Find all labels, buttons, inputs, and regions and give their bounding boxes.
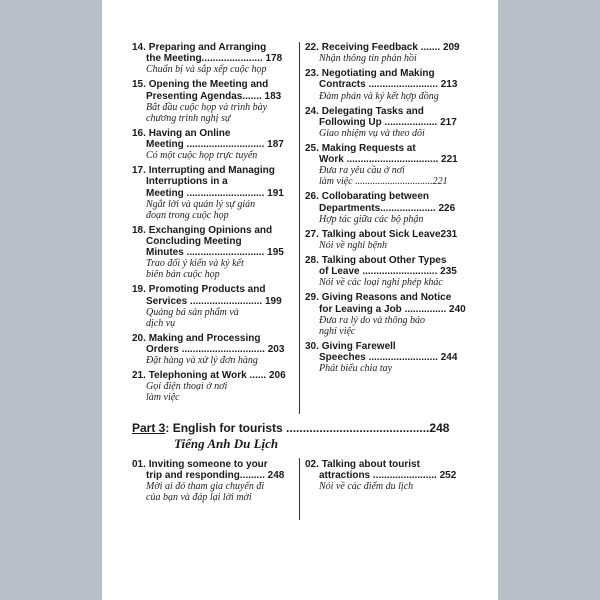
toc-entry-number: 15. — [132, 79, 146, 91]
toc-entry-number: 28. — [305, 255, 319, 267]
toc-entry-title-text: Talking about tourist attractions ....................... 252 — [319, 459, 457, 482]
toc-entry-title — [132, 333, 295, 355]
toc-entry-number: 17. — [132, 165, 146, 177]
toc-entry-number: 27. — [305, 228, 319, 240]
toc-entry-subtitle: Chuẩn bị và sắp xếp cuộc họp — [146, 64, 267, 76]
toc-entry-number: 25. — [305, 143, 319, 155]
toc-entry-subtitle: Đưa ra yêu cầu ở nơi làm việc ...............................221 — [319, 165, 448, 188]
toc-entry-title — [132, 128, 295, 150]
toc-column-right — [305, 42, 468, 378]
toc-entry-title — [305, 459, 468, 481]
toc-entry-subtitle: Nhận thông tin phản hồi — [319, 53, 417, 65]
toc-entry-subtitle: Nói về các điểm du lịch — [319, 481, 414, 493]
toc-entry-title-text: Telephoning at Work ...... 206 — [148, 370, 286, 382]
toc-entry-title — [305, 341, 468, 363]
toc-entry-subtitle: Đưa ra lý do và thông báo nghỉ việc — [319, 314, 426, 337]
toc-entry-number: 19. — [132, 284, 146, 296]
toc-entry-title — [305, 255, 468, 277]
toc-entry-subtitle: Nói về nghỉ bệnh — [319, 240, 388, 252]
toc-entry-subtitle: Gọi điện thoại ở nơi làm việc — [146, 381, 228, 404]
toc-entry-title-text: Opening the Meeting and Presenting Agendas....... 183 — [146, 79, 282, 102]
toc-entry[interactable] — [132, 284, 295, 328]
toc-entry-title-text: Negotiating and Making Contracts ......................... 213 — [319, 68, 458, 91]
toc-entry[interactable] — [132, 333, 295, 366]
toc-entry-title-text: Promoting Products and Services .......................... 199 — [146, 284, 282, 307]
column-divider — [299, 458, 300, 520]
toc-entry-title — [305, 68, 468, 90]
column-divider — [299, 42, 300, 414]
toc-entry[interactable] — [132, 459, 295, 503]
part-heading — [132, 421, 472, 435]
toc-entry-number: 26. — [305, 191, 319, 203]
toc-entry[interactable] — [132, 225, 295, 281]
toc-entry-title — [305, 229, 468, 240]
toc-entry-title — [132, 165, 295, 199]
toc-entry[interactable] — [132, 165, 295, 221]
toc-entry-title — [132, 225, 295, 259]
toc-entry-title — [305, 106, 468, 128]
toc-entry[interactable] — [305, 106, 468, 139]
toc-entry-title-text: Exchanging Opinions and Concluding Meeting Minutes ............................ 195 — [146, 224, 284, 259]
toc-entry[interactable] — [305, 292, 468, 336]
toc-entry-number: 01. — [132, 459, 146, 470]
toc-entry-number: 20. — [132, 332, 146, 344]
toc-entry[interactable] — [305, 459, 468, 492]
toc-entry-number: 23. — [305, 68, 319, 80]
toc-entry-title — [132, 459, 295, 481]
toc-entry-subtitle: Bắt đầu cuộc họp và trình bày chương trình nghị sự — [146, 101, 268, 124]
toc-entry-title-text: Giving Reasons and Notice for Leaving a Job ............... 240 — [319, 292, 466, 315]
toc-entry-number: 21. — [132, 370, 146, 382]
toc-entry-number: 02. — [305, 459, 319, 470]
toc-entry[interactable] — [305, 229, 468, 251]
toc-entry-number: 18. — [132, 224, 146, 236]
toc-entry-subtitle: Có một cuộc họp trực tuyến — [146, 150, 258, 162]
toc-entry-subtitle: Đàm phán và ký kết hợp đồng — [319, 90, 439, 102]
toc-entry[interactable] — [132, 128, 295, 161]
toc-entry-title-text: Having an Online Meeting ............................ 187 — [146, 127, 284, 151]
toc-entry[interactable] — [132, 370, 295, 403]
toc-entry[interactable] — [305, 255, 468, 288]
toc-entry-number: 14. — [132, 42, 146, 53]
toc-entry-title-text: Receiving Feedback ....... 209 — [321, 42, 460, 53]
toc-entry-subtitle: Hợp tác giữa các bộ phận — [319, 213, 424, 225]
part-title: : English for tourists ...........................................248 — [165, 421, 450, 435]
toc-entry-title — [305, 42, 468, 53]
toc-entry-subtitle: Ngắt lời và quản lý sự gián đoạn trong cuộc họp — [146, 198, 256, 221]
toc-entry[interactable] — [132, 42, 295, 75]
toc-entry-title — [305, 191, 468, 213]
toc-entry-subtitle: Nói về các loại nghỉ phép khác — [319, 277, 443, 289]
toc-entry[interactable] — [305, 68, 468, 101]
toc-entry-title-text: Making Requests at Work ................................. 221 — [319, 143, 458, 166]
toc-entry-subtitle: Giao nhiệm vụ và theo dõi — [319, 128, 425, 140]
toc-entry-title-text: Collobarating between Departments.................... 226 — [319, 191, 456, 214]
toc-entry[interactable] — [132, 79, 295, 123]
toc-entry-title — [305, 143, 468, 165]
toc-entry-number: 30. — [305, 340, 319, 352]
toc-entry-title-text: Interrupting and Managing Interruptions in a Meeting ............................ 191 — [146, 165, 284, 199]
toc-entry-title — [132, 42, 295, 64]
toc-entry[interactable] — [305, 143, 468, 187]
toc-entry-subtitle: Trao đổi ý kiến và ký kết biên bản cuộc họp — [146, 258, 244, 281]
toc-entry-number: 16. — [132, 127, 146, 139]
toc-entry-title — [305, 292, 468, 314]
toc-column-left — [132, 42, 295, 407]
toc-part3-column-left — [132, 459, 295, 507]
toc-entry-subtitle: Mời ai đó tham gia chuyến đi của bạn và đáp lại lời mời — [146, 481, 265, 504]
toc-entry-subtitle: Phát biểu chia tay — [319, 363, 393, 375]
part-label: Part 3 — [132, 421, 166, 435]
toc-entry-title — [132, 284, 295, 306]
toc-entry-title-text: Making and Processing Orders .............................. 203 — [146, 332, 285, 356]
toc-entry-title — [132, 370, 295, 381]
toc-entry-number: 29. — [305, 292, 319, 304]
toc-entry[interactable] — [305, 341, 468, 374]
toc-part3-column-right — [305, 459, 468, 496]
toc-entry-title — [132, 79, 295, 101]
toc-entry-title-text: Delegating Tasks and Following Up ................... 217 — [319, 105, 457, 128]
toc-entry-number: 24. — [305, 105, 319, 117]
toc-entry-title-text: Inviting someone to your trip and responding......... 248 — [146, 459, 285, 482]
part-subtitle: Tiếng Anh Du Lịch — [174, 436, 279, 451]
toc-entry-title-text: Preparing and Arranging the Meeting...................... 178 — [146, 42, 283, 65]
toc-entry-title-text: Giving Farewell Speeches ......................... 244 — [319, 340, 458, 364]
toc-entry[interactable] — [305, 42, 468, 64]
toc-entry-subtitle: Đặt hàng và xử lý đơn hàng — [146, 355, 258, 367]
toc-entry-title-text: Talking about Sick Leave231 — [321, 228, 458, 240]
toc-entry-number: 22. — [305, 42, 319, 53]
document-page — [102, 0, 498, 600]
toc-entry[interactable] — [305, 191, 468, 224]
toc-entry-title-text: Talking about Other Types of Leave ........................... 235 — [319, 255, 457, 278]
toc-entry-subtitle: Quảng bá sản phẩm và dịch vụ — [146, 306, 239, 329]
